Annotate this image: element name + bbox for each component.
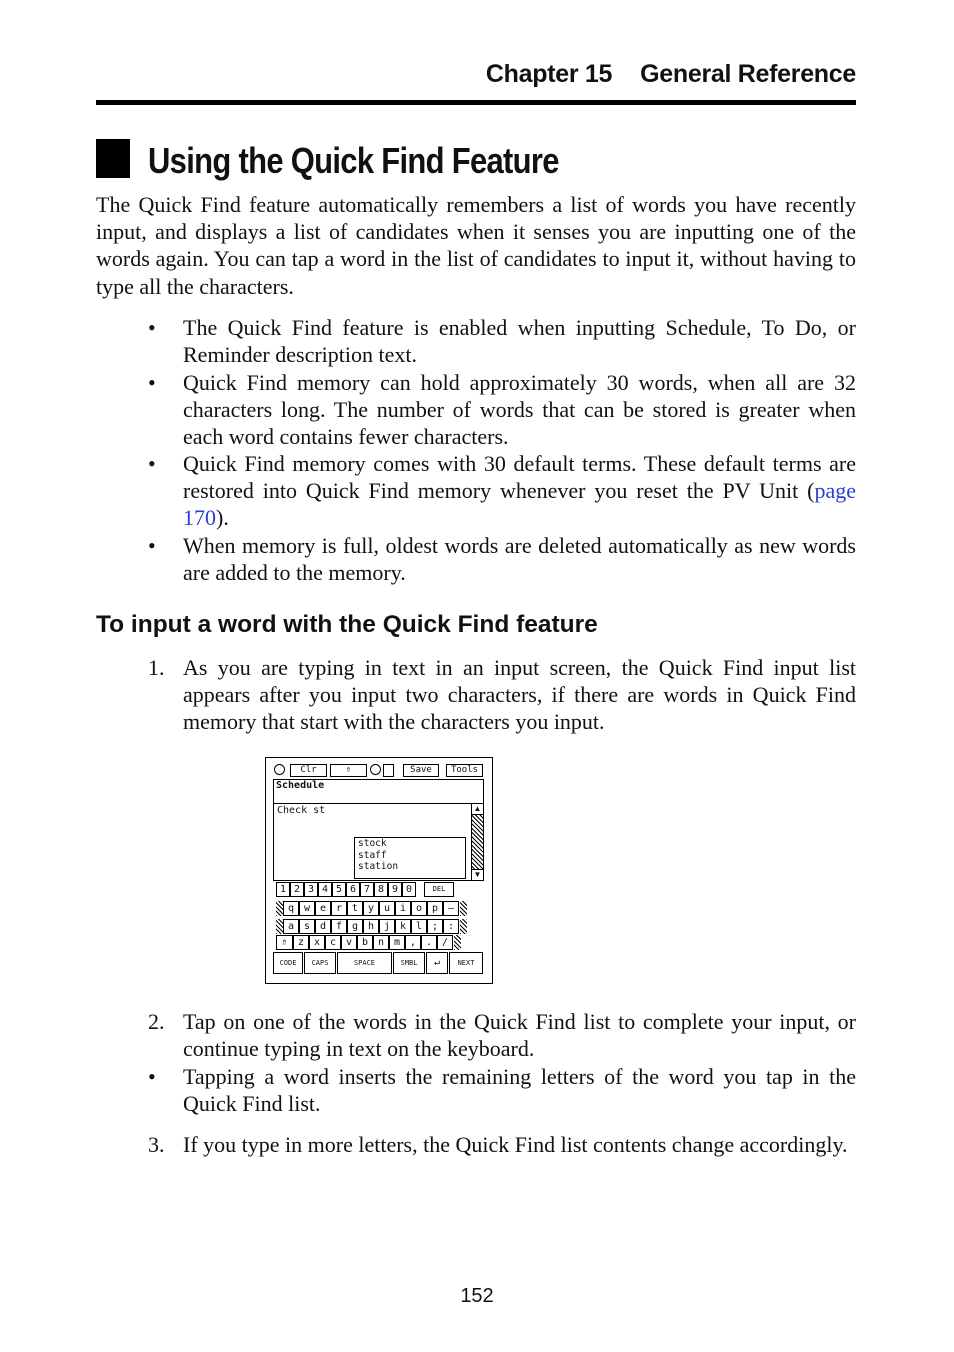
keyboard-key[interactable]: ↵ xyxy=(426,952,448,974)
keyboard-key[interactable]: t xyxy=(347,901,363,916)
entry-text: Check st xyxy=(277,805,326,816)
keyboard-key[interactable]: . xyxy=(421,935,437,950)
keyboard-key[interactable]: : xyxy=(443,919,459,934)
calculator-icon xyxy=(383,764,394,777)
keyboard-key[interactable]: q xyxy=(283,901,299,916)
keyboard-key[interactable]: j xyxy=(379,919,395,934)
quickfind-item[interactable]: staff xyxy=(358,849,387,861)
bullet-text: The Quick Find feature is enabled when inputting Schedule, To Do, or Reminder description text. xyxy=(183,315,856,368)
keyboard-key[interactable]: 1 xyxy=(276,882,290,897)
keyboard-key[interactable]: 0 xyxy=(402,882,416,897)
keyboard-key[interactable]: e xyxy=(315,901,331,916)
page-title: Using the Quick Find Feature xyxy=(148,140,559,181)
keyboard-key[interactable]: k xyxy=(395,919,411,934)
keyboard-key[interactable]: 6 xyxy=(346,882,360,897)
keyboard-key[interactable]: DEL xyxy=(424,882,454,897)
keyboard-key[interactable]: i xyxy=(395,901,411,916)
bullet-marker: • xyxy=(148,1064,156,1089)
section-label: General Reference xyxy=(640,60,856,88)
keyboard-spacer xyxy=(276,919,283,934)
list-item xyxy=(148,314,856,368)
keyboard-key[interactable]: z xyxy=(293,935,309,950)
keyboard-spacer xyxy=(276,901,283,916)
scrollbar[interactable] xyxy=(471,804,483,880)
list-item xyxy=(148,1063,856,1117)
keyboard-key[interactable]: u xyxy=(379,901,395,916)
list-item xyxy=(148,450,856,532)
tools-button[interactable]: Tools xyxy=(446,764,483,777)
save-button[interactable]: Save xyxy=(403,764,439,777)
keyboard-key[interactable]: ; xyxy=(427,919,443,934)
keyboard-key[interactable]: 8 xyxy=(374,882,388,897)
bullet-text: Quick Find memory can hold approximately 30 words, when all are 32 characters long. The number of words that can be stored is greater when each word contains fewer characters. xyxy=(183,370,856,450)
keyboard-key[interactable]: s xyxy=(299,919,315,934)
step-number: 3. xyxy=(148,1132,165,1157)
keyboard-spacer xyxy=(460,901,467,916)
keyboard-key[interactable]: h xyxy=(363,919,379,934)
keyboard-spacer xyxy=(454,935,461,950)
keyboard-key[interactable]: , xyxy=(405,935,421,950)
step-item xyxy=(148,654,856,736)
keyboard-key[interactable]: l xyxy=(411,919,427,934)
bullet-marker: • xyxy=(148,315,156,340)
timer-icon xyxy=(370,764,381,775)
bullet-text-part: Quick Find memory comes with 30 default terms. These default terms are restored into Quick Find memory whenever you reset the PV Unit ( xyxy=(183,451,856,504)
keyboard-key[interactable]: v xyxy=(341,935,357,950)
keyboard-key[interactable]: 5 xyxy=(332,882,346,897)
bullet-marker: • xyxy=(148,451,156,476)
keyboard-key[interactable]: CAPS xyxy=(304,952,336,974)
keyboard-spacer xyxy=(460,919,467,934)
list-item xyxy=(148,369,856,451)
keyboard-key[interactable]: 2 xyxy=(290,882,304,897)
quickfind-list xyxy=(354,837,466,879)
keyboard-key[interactable]: o xyxy=(411,901,427,916)
up-button[interactable]: ⇑ xyxy=(330,764,367,777)
bullet-marker: • xyxy=(148,533,156,558)
step-item xyxy=(148,1131,856,1158)
page-link[interactable]: page 170 xyxy=(183,478,856,531)
clock-icon xyxy=(274,764,285,775)
app-title-bar xyxy=(273,779,484,804)
keyboard-key[interactable]: f xyxy=(331,919,347,934)
keyboard-key[interactable]: a xyxy=(283,919,299,934)
chapter-label: Chapter 15 xyxy=(485,60,613,88)
step-text: If you type in more letters, the Quick Find list contents change accordingly. xyxy=(183,1132,848,1157)
intro-paragraph: The Quick Find feature automatically remembers a list of words you have recently input, and displays a list of candidates when it senses you are inputting one of the words again. You can tap a word in the list of candidates to input it, without having to type all the characters. xyxy=(96,192,856,299)
quickfind-item[interactable]: station xyxy=(358,861,399,872)
keyboard-key[interactable]: x xyxy=(309,935,325,950)
step-text: Tap on one of the words in the Quick Find list to complete your input, or continue typing in text on the keyboard. xyxy=(183,1009,856,1062)
clr-button[interactable]: Clr xyxy=(290,764,327,777)
keyboard-key[interactable]: NEXT xyxy=(449,952,483,974)
bullet-text: When memory is full, oldest words are deleted automatically as new words are added to the memory. xyxy=(183,533,856,586)
keyboard-key[interactable]: 3 xyxy=(304,882,318,897)
keyboard-key[interactable]: SMBL xyxy=(393,952,425,974)
keyboard-key[interactable]: / xyxy=(437,935,453,950)
keyboard-key[interactable]: d xyxy=(315,919,331,934)
keyboard-key[interactable]: y xyxy=(363,901,379,916)
step-text: As you are typing in text in an input screen, the Quick Find input list appears after you input two characters, if there are words in Quick Find memory that start with the characters you input. xyxy=(183,655,856,735)
keyboard-key[interactable]: r xyxy=(331,901,347,916)
keyboard-key[interactable]: w xyxy=(299,901,315,916)
step-item xyxy=(148,1008,856,1062)
device-screenshot xyxy=(265,757,493,984)
keyboard-key[interactable]: CODE xyxy=(273,952,303,974)
running-header xyxy=(96,60,856,105)
scroll-up-icon[interactable]: ▲ xyxy=(473,804,482,813)
heading-marker xyxy=(96,139,130,178)
keyboard-key[interactable]: b xyxy=(357,935,373,950)
keyboard-key[interactable]: g xyxy=(347,919,363,934)
app-title: Schedule xyxy=(276,780,325,791)
keyboard-key[interactable]: – xyxy=(443,901,459,916)
keyboard-key[interactable]: 7 xyxy=(360,882,374,897)
keyboard-key[interactable]: ⇑ xyxy=(276,935,293,950)
bullet-text: Tapping a word inserts the remaining letters of the word you tap in the Quick Find list. xyxy=(183,1064,856,1117)
keyboard-key[interactable]: 9 xyxy=(388,882,402,897)
bullet-text-part: ). xyxy=(216,505,229,531)
list-item xyxy=(148,532,856,586)
keyboard-key[interactable]: c xyxy=(325,935,341,950)
keyboard-key[interactable]: m xyxy=(389,935,405,950)
keyboard-key[interactable]: n xyxy=(373,935,389,950)
text-entry-area[interactable] xyxy=(273,803,484,881)
scroll-down-icon[interactable]: ▼ xyxy=(473,870,482,879)
bullet-text xyxy=(183,450,856,532)
step-number: 2. xyxy=(148,1009,165,1034)
keyboard-key[interactable]: SPACE xyxy=(337,952,392,974)
bullet-marker: • xyxy=(148,370,156,395)
page-number: 152 xyxy=(460,1285,494,1307)
keyboard-key[interactable]: p xyxy=(427,901,443,916)
keyboard-key[interactable]: 4 xyxy=(318,882,332,897)
subheading: To input a word with the Quick Find feature xyxy=(96,611,598,638)
step-number: 1. xyxy=(148,655,165,680)
quickfind-item[interactable]: stock xyxy=(358,838,387,849)
